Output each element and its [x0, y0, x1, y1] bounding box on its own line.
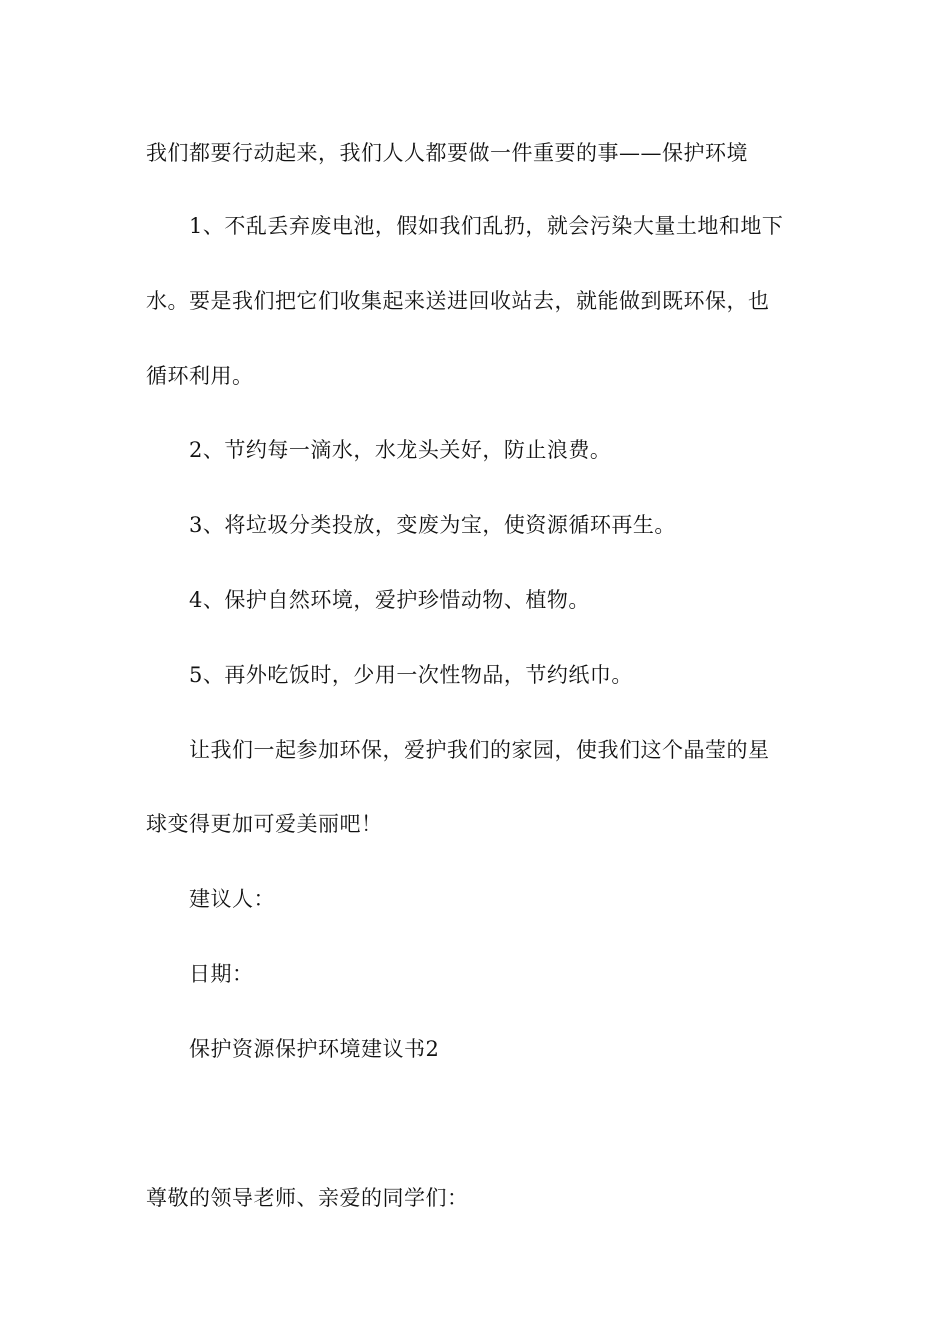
paragraph-item-3: 3、将垃圾分类投放，变废为宝，使资源循环再生。 [189, 513, 676, 537]
paragraph-item-5: 5、再外吃饭时，少用一次性物品，节约纸巾。 [189, 663, 633, 687]
paragraph-closing-line-2: 球变得更加可爱美丽吧！ [146, 812, 383, 836]
salutation: 尊敬的领导老师、亲爱的同学们： [146, 1186, 469, 1210]
proposer-label: 建议人： [189, 887, 275, 911]
paragraph-item-1-line-3: 循环利用。 [146, 364, 254, 388]
paragraph-intro: 我们都要行动起来，我们人人都要做一件重要的事——保护环境 [146, 141, 748, 165]
date-label: 日期： [189, 962, 254, 986]
paragraph-item-4: 4、保护自然环境，爱护珍惜动物、植物。 [189, 588, 590, 612]
paragraph-item-2: 2、节约每一滴水，水龙头关好，防止浪费。 [189, 438, 612, 462]
section-title: 保护资源保护环境建议书2 [189, 1037, 440, 1061]
paragraph-item-1-line-2: 水。要是我们把它们收集起来送进回收站去，就能做到既环保，也 [146, 289, 770, 313]
paragraph-closing-line-1: 让我们一起参加环保，爱护我们的家园，使我们这个晶莹的星 [189, 738, 770, 762]
paragraph-item-1-line-1: 1、不乱丢弃废电池，假如我们乱扔，就会污染大量土地和地下 [189, 214, 784, 238]
